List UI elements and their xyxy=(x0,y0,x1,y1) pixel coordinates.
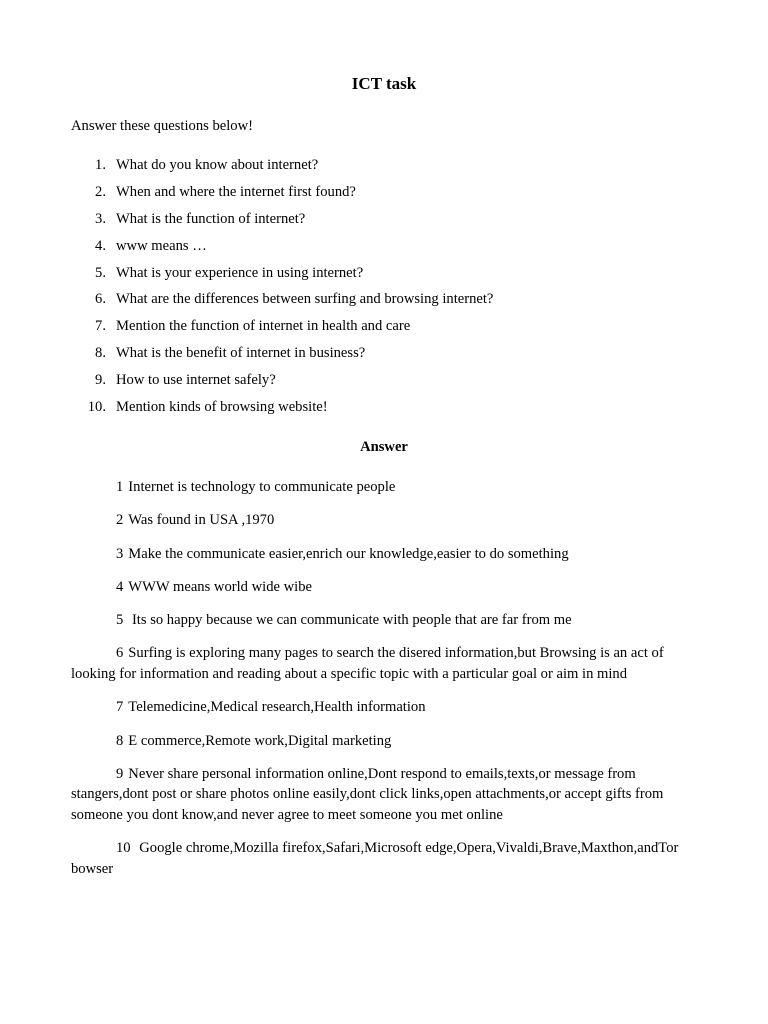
answer-number: 1 xyxy=(116,479,124,495)
answer-heading: Answer xyxy=(360,439,408,455)
answer-number: 8 xyxy=(116,732,124,749)
answer-number: 2 xyxy=(116,512,124,529)
answer-number: 3 xyxy=(116,545,124,562)
answer-item xyxy=(71,577,697,598)
answer-item xyxy=(71,838,697,879)
answer-number: 6 xyxy=(116,645,124,662)
answer-text: Was found in USA ,1970 xyxy=(128,512,275,529)
answer-item xyxy=(71,477,697,498)
question-number: 4. xyxy=(95,237,106,254)
document-title: ICT task xyxy=(351,74,417,93)
answer-text: Google chrome,Mozilla firefox,Safari,Microsoft edge,Opera,Vivaldi,Brave,Maxthon,andTor bowser xyxy=(71,840,679,877)
answer-item xyxy=(71,510,697,531)
answer-number: 9 xyxy=(116,765,124,782)
question-text: What is the function of internet? xyxy=(116,210,306,227)
question-number: 3. xyxy=(95,210,106,227)
question-text: What is your experience in using internet? xyxy=(116,264,364,281)
answer-number: 10 xyxy=(116,840,131,857)
answer-text: E commerce,Remote work,Digital marketing xyxy=(128,732,392,749)
answer-text: Never share personal information online,Dont respond to emails,texts,or message from stangers,dont post or share photos online easily,dont click links,open attachments,or accept gifts from someone you dont know,and never agree to meet someone you met online xyxy=(71,765,664,823)
question-number: 7. xyxy=(95,318,106,335)
question-text: When and where the internet first found? xyxy=(116,183,356,200)
question-text: What do you know about internet? xyxy=(116,157,319,173)
intro-text: Answer these questions below! xyxy=(71,118,253,134)
answer-list xyxy=(71,477,697,892)
question-text: What are the differences between surfing and browsing internet? xyxy=(116,291,494,308)
answer-item xyxy=(71,731,697,752)
answer-item xyxy=(71,610,697,631)
answer-text: Its so happy because we can communicate with people that are far from me xyxy=(128,612,572,629)
answer-number: 5 xyxy=(116,612,124,629)
question-text: Mention kinds of browsing website! xyxy=(116,399,328,416)
question-text: Mention the function of internet in health and care xyxy=(116,318,411,335)
answer-item xyxy=(71,643,697,684)
answer-item xyxy=(71,697,697,718)
question-text: How to use internet safely? xyxy=(116,372,276,389)
question-number: 1. xyxy=(95,157,106,173)
question-number: 10. xyxy=(87,399,106,416)
question-number: 2. xyxy=(95,183,106,200)
answer-text: Telemedicine,Medical research,Health information xyxy=(128,699,426,716)
question-number: 5. xyxy=(95,264,106,281)
question-text: www means … xyxy=(116,237,207,254)
question-number: 6. xyxy=(95,291,106,308)
answer-text: Internet is technology to communicate people xyxy=(128,479,396,495)
answer-text: Surfing is exploring many pages to search the disered information,but Browsing is an act of looking for information and reading about a specific topic with a particular goal or aim in mind xyxy=(71,645,664,682)
answer-text: WWW means world wide wibe xyxy=(128,578,313,595)
answer-item xyxy=(71,544,697,565)
answer-item xyxy=(71,764,697,826)
answer-number: 7 xyxy=(116,699,124,716)
question-number: 8. xyxy=(95,345,106,362)
answer-text: Make the communicate easier,enrich our knowledge,easier to do something xyxy=(128,545,569,562)
answer-number: 4 xyxy=(116,578,124,595)
question-text: What is the benefit of internet in business? xyxy=(116,345,366,362)
question-number: 9. xyxy=(95,372,106,389)
